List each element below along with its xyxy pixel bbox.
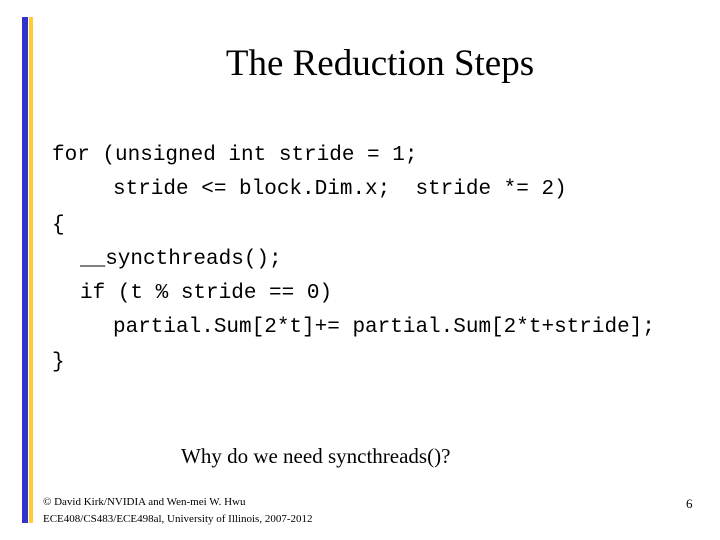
slide-title: The Reduction Steps: [225, 43, 535, 84]
page-number: 6: [686, 496, 693, 511]
code-line-2: stride <= block.Dim.x; stride *= 2): [113, 178, 567, 201]
code-line-5: if (t % stride == 0): [80, 282, 333, 305]
code-line-1: for (unsigned int stride = 1;: [52, 144, 418, 167]
left-accent-bar-blue: [22, 17, 28, 523]
footer-line-1: © David Kirk/NVIDIA and Wen-mei W. Hwu: [43, 496, 246, 508]
footer-line-2: ECE408/CS483/ECE498al, University of Illinois, 2007-2012: [43, 513, 313, 525]
code-line-4: __syncthreads();: [80, 248, 282, 271]
left-accent-bar-gold: [29, 17, 33, 523]
code-line-7: }: [52, 351, 65, 374]
code-line-6: partial.Sum[2*t]+= partial.Sum[2*t+stride];: [113, 316, 655, 339]
code-line-3: {: [52, 214, 65, 237]
copyright-footer: [43, 494, 313, 528]
question-text: Why do we need syncthreads()?: [181, 444, 451, 468]
